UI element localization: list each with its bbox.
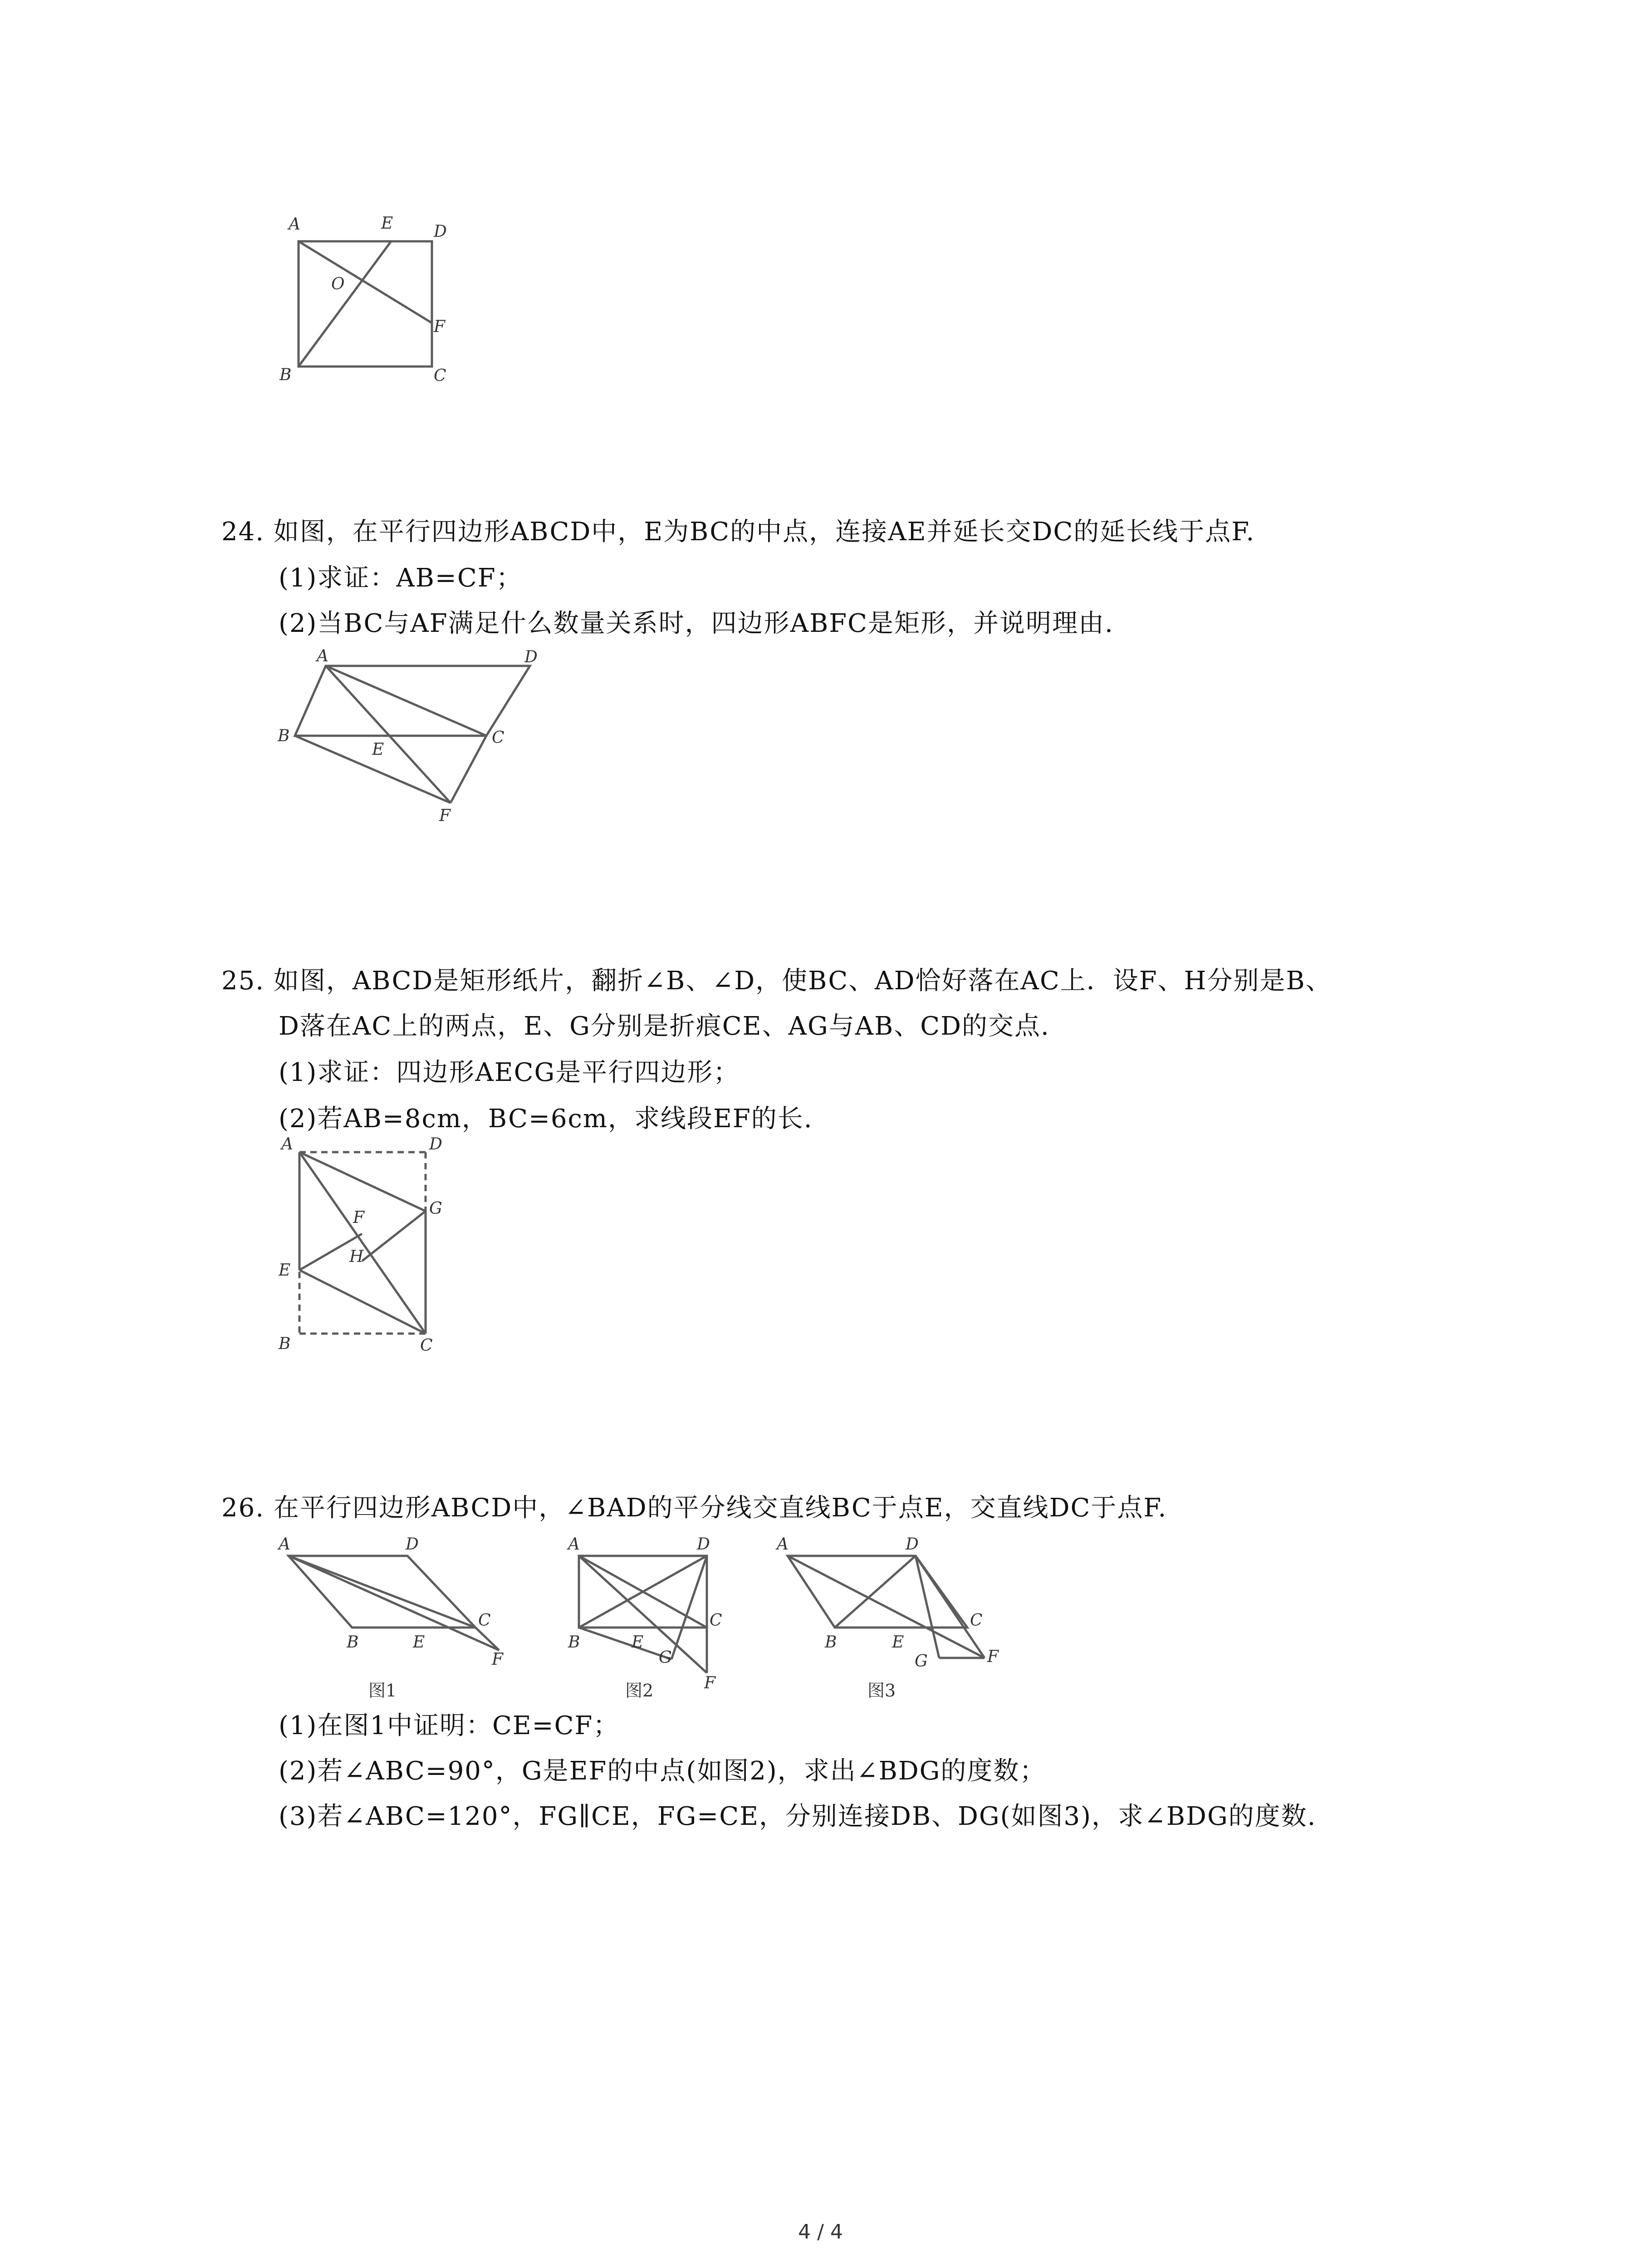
point-label-b: B (568, 1633, 580, 1652)
point-label-e: E (381, 214, 393, 233)
point-label-e: E (413, 1633, 425, 1652)
q24-part1: (1)求证：AB=CF； (279, 563, 523, 593)
point-label-g: G (915, 1652, 928, 1671)
q26-part2: (2)若∠ABC=90°，G是EF的中点(如图2)，求出∠BDG的度数； (279, 1756, 1046, 1786)
point-label-g: G (429, 1199, 442, 1218)
point-label-c: C (478, 1611, 491, 1630)
page-number: 4 / 4 (798, 2220, 843, 2244)
point-label-c: C (420, 1336, 433, 1355)
point-label-e: E (372, 740, 384, 759)
figure-segment (362, 1211, 426, 1261)
point-label-b: B (825, 1633, 837, 1652)
figure-segment (916, 1556, 985, 1658)
point-label-f: F (704, 1674, 715, 1692)
point-label-d: D (429, 1135, 442, 1154)
point-label-f: F (353, 1208, 364, 1227)
point-label-d: D (524, 648, 538, 666)
point-label-a: A (317, 647, 328, 665)
figure-segment (289, 1556, 475, 1628)
q25-part2: (2)若AB=8cm，BC=6cm，求线段EF的长. (279, 1104, 813, 1134)
figure-segment (299, 1270, 426, 1334)
q25-part1: (1)求证：四边形AECG是平行四边形； (279, 1058, 740, 1087)
figure-outline (299, 241, 432, 367)
figure-segment (671, 1556, 707, 1659)
caption-fig3: 图3 (867, 1681, 896, 1701)
figure-segment (299, 241, 432, 323)
figure-q26-fig1 (272, 1529, 526, 1710)
point-label-e: E (632, 1633, 644, 1652)
figure-q25-folded-rectangle (272, 1134, 481, 1370)
figure-q24-parallelogram (272, 644, 544, 835)
point-label-c: C (492, 728, 505, 747)
point-label-e: E (279, 1261, 291, 1280)
point-label-f: F (439, 807, 451, 825)
point-label-d: D (697, 1535, 710, 1554)
point-label-b: B (278, 727, 290, 745)
figure-segment (788, 1556, 985, 1658)
figure-segment (579, 1628, 671, 1659)
point-label-c: C (434, 367, 446, 385)
point-label-h: H (349, 1247, 364, 1266)
point-label-o: O (331, 275, 345, 293)
point-label-a: A (281, 1135, 293, 1154)
figure-segment (326, 666, 451, 803)
point-label-e: E (892, 1633, 904, 1652)
figure-segment (299, 1152, 426, 1211)
q24-part2: (2)当BC与AF满足什么数量关系时，四边形ABFC是矩形，并说明理由. (279, 609, 1114, 638)
point-label-a: A (777, 1535, 789, 1554)
figure-segment (299, 1152, 426, 1334)
point-label-f: F (492, 1650, 503, 1669)
point-label-g: G (659, 1648, 672, 1667)
figure-q26-fig2 (563, 1529, 762, 1710)
q25-stem-line1: 25. 如图，ABCD是矩形纸片，翻折∠B、∠D，使BC、AD恰好落在AC上．设F、H分别是B、 (221, 966, 1332, 996)
point-label-f: F (987, 1647, 999, 1666)
point-label-b: B (279, 366, 292, 384)
point-label-b: B (279, 1334, 291, 1353)
point-label-c: C (710, 1611, 722, 1630)
figure-segment (451, 736, 486, 803)
point-label-b: B (347, 1633, 359, 1652)
point-label-a: A (279, 1535, 290, 1554)
figure-segment (289, 1556, 499, 1650)
point-label-a: A (289, 215, 300, 234)
figure-q23-square (272, 213, 463, 386)
caption-fig1: 图1 (368, 1681, 397, 1701)
q25-stem-line2: D落在AC上的两点，E、G分别是折痕CE、AG与AB、CD的交点. (279, 1012, 1050, 1041)
figure-q26-fig3 (771, 1529, 1025, 1710)
figure-segment (326, 666, 486, 736)
point-label-d: D (906, 1535, 919, 1554)
caption-fig2: 图2 (625, 1681, 654, 1701)
q26-stem: 26. 在平行四边形ABCD中，∠BAD的平分线交直线BC于点E，交直线DC于点F. (221, 1493, 1167, 1523)
point-label-f: F (434, 318, 445, 336)
q24-stem: 24. 如图，在平行四边形ABCD中，E为BC的中点，连接AE并延长交DC的延长线于点F. (221, 517, 1255, 547)
q26-part3: (3)若∠ABC=120°，FG∥CE，FG=CE，分别连接DB、DG(如图3)，求∠BDG的度数. (279, 1802, 1317, 1831)
q26-part1: (1)在图1中证明：CE=CF； (279, 1711, 620, 1740)
figure-outline (295, 666, 530, 736)
figure-segment (299, 241, 391, 367)
point-label-d: D (406, 1535, 419, 1554)
figure-segment (475, 1628, 499, 1650)
point-label-d: D (434, 222, 447, 241)
point-label-c: C (970, 1611, 983, 1630)
point-label-a: A (568, 1535, 580, 1554)
